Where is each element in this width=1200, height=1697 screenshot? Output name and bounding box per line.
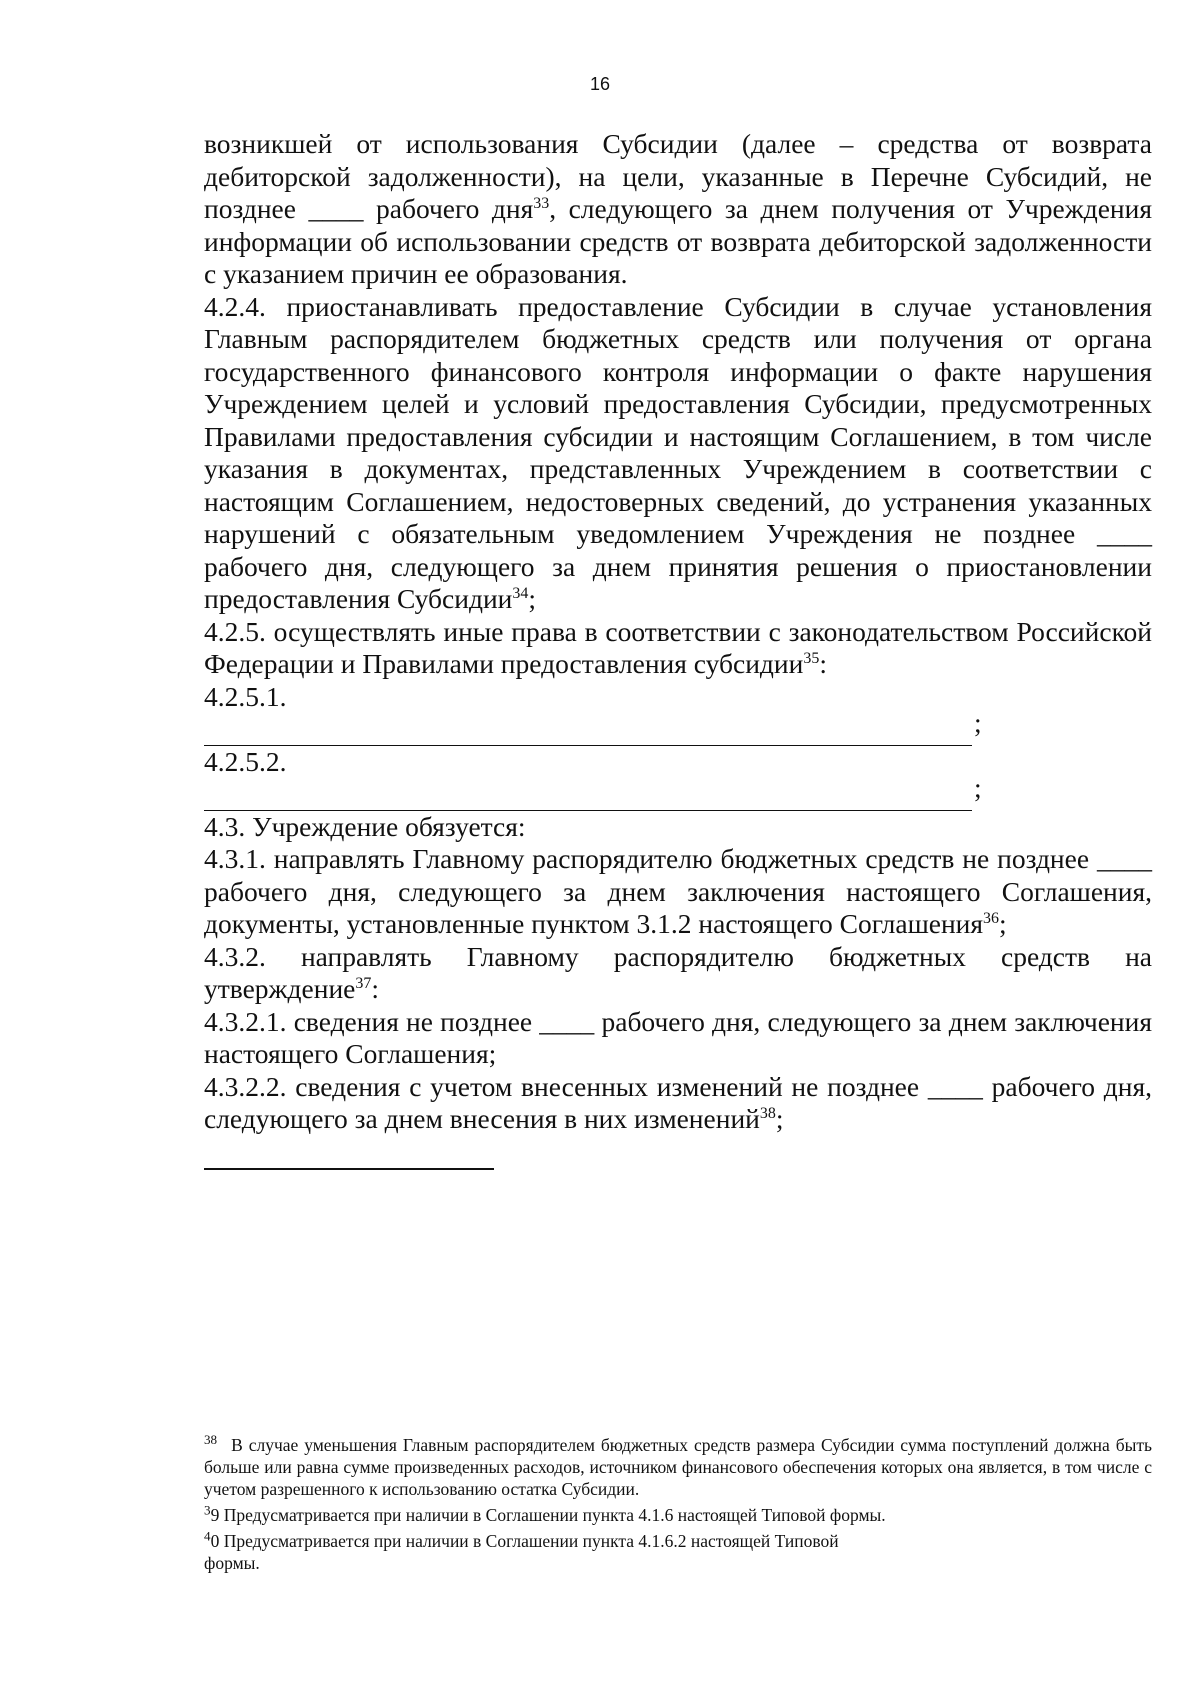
paragraph-4-3-2-1: 4.3.2.1. сведения не позднее ____ рабочего дня, следующего за днем заключения настоящего Соглашения; — [204, 1005, 1152, 1069]
paragraph-4-3: 4.3. Учреждение обязуется: — [204, 810, 526, 842]
footnote-text: В случае уменьшения Главным распорядителем бюджетных средств размера Субсидии сумма поступлений должна быть больше или равна сумме произведенных расходов, источником финансового обеспечения которых она является, в том числе с учетом разрешенного к использованию остатка Субсидии. — [204, 1435, 1152, 1499]
paragraph-text: ; — [528, 583, 536, 614]
paragraph-text: 4.2.5. осуществлять иные права в соответствии с законодательством Российской Федерации и Правилами предоставления субсидии — [204, 615, 1152, 679]
paragraph-4-2-3-continuation — [204, 128, 1152, 291]
footnote-39 — [204, 1504, 1152, 1526]
paragraph-4-2-5 — [204, 616, 1152, 681]
paragraph-4-3-2-2 — [204, 1071, 1152, 1136]
paragraph-text: возникшей от использования Субсидии (далее – средства от возврата дебиторской задолженности), на цели, указанные в Перечне Субсидий, не позднее ____ рабочего дня — [204, 128, 1152, 224]
page-number: 16 — [589, 74, 611, 94]
footnote-38 — [204, 1434, 1152, 1500]
paragraph-4-2-4 — [204, 291, 1152, 616]
footnote-40 — [204, 1530, 1152, 1574]
document-body — [204, 128, 1152, 1136]
footnote-text: 9 Предусматривается при наличии в Соглашении пункта 4.1.6 настоящей Типовой формы. — [210, 1505, 886, 1525]
footnote-ref-36[interactable]: 36 — [983, 910, 999, 928]
paragraph-4-2-5-2: 4.2.5.2. — [204, 745, 287, 777]
footnote-mark: 38 — [204, 1432, 218, 1448]
footnote-ref-35[interactable]: 35 — [803, 650, 820, 668]
footnotes — [204, 1428, 1152, 1574]
footnote-text-continuation: формы. — [204, 1553, 260, 1573]
footnote-mark: 4 — [204, 1528, 211, 1544]
paragraph-4-3-1 — [204, 843, 1152, 941]
blank-underline — [204, 721, 972, 746]
paragraph-text: ; — [998, 908, 1007, 939]
paragraph-text: : — [371, 973, 379, 1004]
paragraph-text: , следующего за днем получения от Учреждения информации об использовании средств от возврата дебиторской задолженности с указанием причин ее образования. — [204, 193, 1152, 289]
blank-underline — [204, 786, 972, 811]
footnote-mark: 3 — [204, 1502, 211, 1518]
blank-fill-line-1 — [204, 707, 1152, 746]
footnote-text: 0 Предусматривается при наличии в Соглашении пункта 4.1.6.2 настоящей Типовой — [210, 1531, 839, 1551]
paragraph-text: ; — [775, 1103, 784, 1134]
paragraph-text: 4.3.2.2. сведения с учетом внесенных изменений не позднее ____ рабочего дня, следующего за днем внесения в них изменений — [204, 1070, 1152, 1134]
semicolon: ; — [974, 772, 982, 803]
semicolon: ; — [974, 707, 982, 738]
footnote-ref-38[interactable]: 38 — [759, 1105, 776, 1123]
footnote-ref-37[interactable]: 37 — [355, 975, 372, 993]
paragraph-4-3-2 — [204, 941, 1152, 1006]
paragraph-text: 4.3.2. направлять Главному распорядителю бюджетных средств на утверждение — [204, 940, 1152, 1004]
paragraph-4-2-5-1: 4.2.5.1. — [204, 680, 287, 712]
paragraph-text: 4.3.1. направлять Главному распорядителю бюджетных средств не позднее ____ рабочего дня, следующего за днем заключения настоящего Соглашения, документы, установленные пунктом 3.1.2 настоящего Соглашения — [204, 843, 1152, 939]
paragraph-text: 4.2.4. приостанавливать предоставление Субсидии в случае установления Главным распорядителем бюджетных средств или получения от органа государственного финансового контроля информации о факте нарушения Учреждением целей и условий предоставления Субсидии, предусмотренных Правилами предоставления субсидии и настоящим Соглашением, в том числе указания в документах, представленных Учреждением в соответствии с настоящим Соглашением, недостоверных сведений, до устранения указанных нарушений с обязательным уведомлением Учреждения не позднее ____ рабочего дня, следующего за днем принятия решения о приостановлении предоставления Субсидии — [204, 290, 1152, 614]
blank-fill-line-2 — [204, 772, 1152, 811]
footnote-ref-33[interactable]: 33 — [533, 195, 550, 213]
footnote-ref-34[interactable]: 34 — [512, 585, 529, 603]
footnote-separator — [204, 1168, 494, 1170]
paragraph-text: : — [819, 648, 827, 679]
